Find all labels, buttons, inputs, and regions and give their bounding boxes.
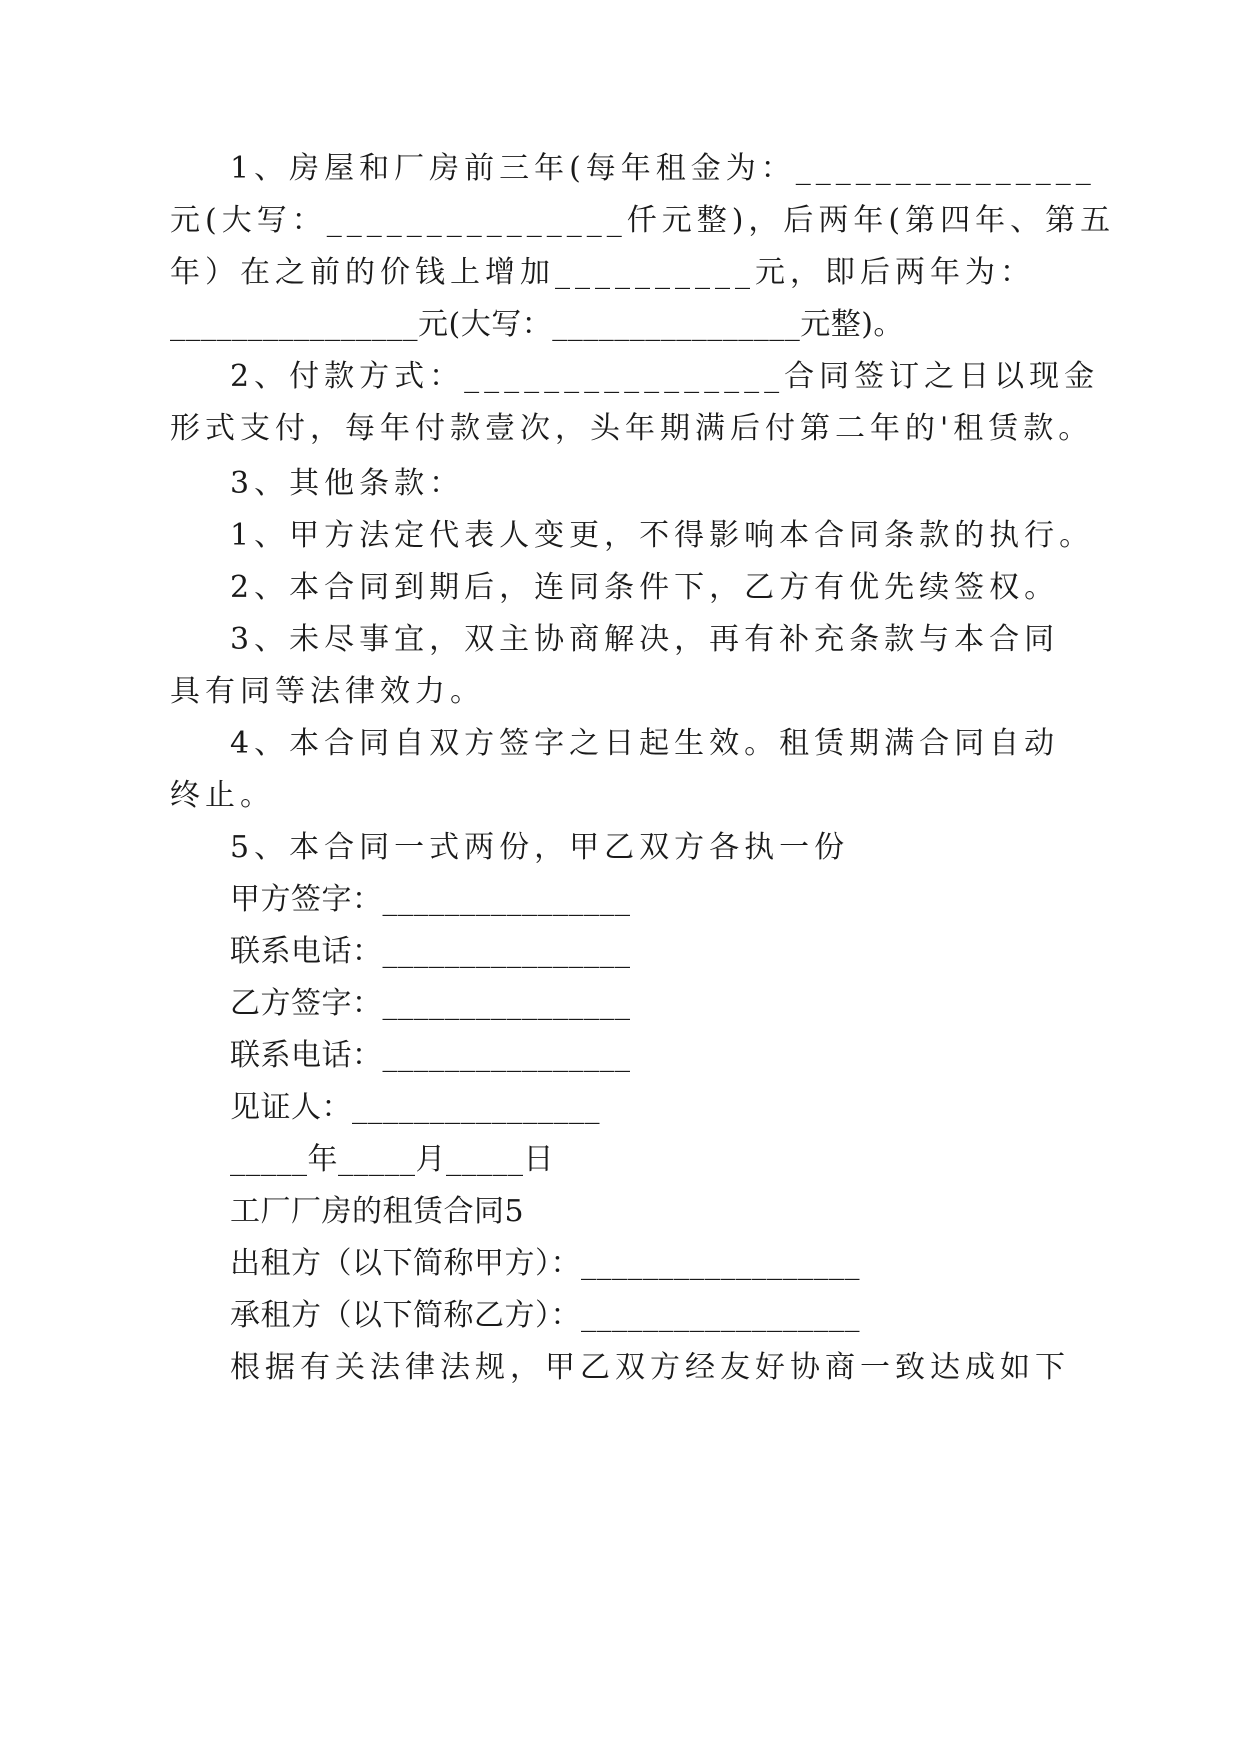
lessor-line: 出租方（以下简称甲方）：__________________ bbox=[230, 1246, 860, 1281]
contract-5-title: 工厂厂房的租赁合同5 bbox=[230, 1194, 525, 1229]
other-term-3-line-1: 3、未尽事宜，双主协商解决，再有补充条款与本合同 bbox=[230, 622, 1060, 657]
clause-1-rent-line-2: 元(大写：_______________仟元整)，后两年(第四年、第五 bbox=[170, 203, 1116, 238]
other-term-2: 2、本合同到期后，连同条件下，乙方有优先续签权。 bbox=[230, 570, 1060, 605]
other-term-4-line-2: 终止。 bbox=[170, 778, 275, 813]
party-a-signature-line: 甲方签字：________________ bbox=[230, 882, 631, 917]
party-b-signature-line: 乙方签字：________________ bbox=[230, 986, 631, 1021]
clause-1-rent-line-4: ________________元(大写：________________元整)。 bbox=[170, 307, 904, 342]
preamble-line: 根据有关法律法规，甲乙双方经友好协商一致达成如下 bbox=[230, 1350, 1070, 1385]
party-b-phone-line: 联系电话：________________ bbox=[230, 1038, 631, 1073]
clause-1-rent-line-1: 1、房屋和厂房前三年(每年租金为：_______________ bbox=[230, 151, 1096, 186]
clause-3-heading: 3、其他条款： bbox=[230, 466, 465, 501]
clause-2-payment-line-1: 2、付款方式：________________合同签订之日以现金 bbox=[230, 359, 1100, 394]
other-term-3-line-2: 具有同等法律效力。 bbox=[170, 674, 485, 709]
clause-1-rent-line-3: 年）在之前的价钱上增加__________元，即后两年为： bbox=[170, 255, 1035, 290]
witness-line: 见证人：________________ bbox=[230, 1090, 600, 1125]
other-term-5: 5、本合同一式两份，甲乙双方各执一份 bbox=[230, 830, 850, 865]
lessee-line: 承租方（以下简称乙方）：__________________ bbox=[230, 1298, 860, 1333]
other-term-4-line-1: 4、本合同自双方签字之日起生效。租赁期满合同自动 bbox=[230, 726, 1060, 761]
party-a-phone-line: 联系电话：________________ bbox=[230, 934, 631, 969]
date-line: _____年_____月_____日 bbox=[230, 1142, 554, 1177]
clause-2-payment-line-2: 形式支付，每年付款壹次，头年期满后付第二年的'租赁款。 bbox=[170, 411, 1094, 446]
other-term-1: 1、甲方法定代表人变更，不得影响本合同条款的执行。 bbox=[230, 518, 1095, 553]
